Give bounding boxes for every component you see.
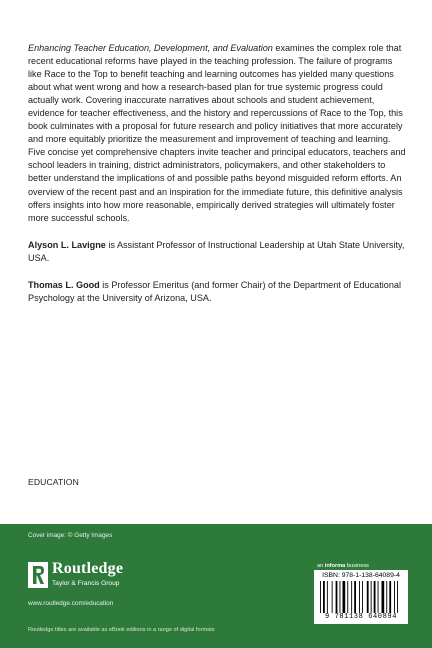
routledge-r-icon: [28, 562, 48, 588]
description-text: examines the complex role that recent educational reforms have played in the teaching profession. The failure of programs like Race to the Top to benefit teaching and learning outcomes has yielded many questions about what went wrong and how a research-based plan for true systemic progress could actually work. Covering inaccurate narratives about schools and student achievement, evidence for teacher effectiveness, and the history and repercussions of Race to the Top, this book culminates with a proposal for future research and policy initiatives that more accurately and more equitably prioritize the measurement and improvement of teaching and learning. Five concise yet comprehensive chapters invite teacher and principal educators, teachers and school leaders in training, district administrators, policymakers, and other stakeholders to better understand the implications of and possible paths beyond misguided reform efforts. An overview of the recent past and an inspiration for the immediate future, this definitive analysis offers insights into how more reasonable, empirically derived strategies will ultimately foster more successful schools.: [28, 43, 406, 223]
author-bio-text: is Assistant Professor of Instructional Leadership at Utah State University, USA.: [28, 239, 405, 263]
isbn-label: ISBN: 978-1-138-64089-4: [322, 572, 400, 579]
subject-category: EDUCATION: [28, 477, 79, 487]
barcode-digits: 9 781138 640894: [324, 613, 397, 621]
book-description: [28, 42, 406, 225]
author-name: Alyson L. Lavigne: [28, 239, 106, 250]
publisher-logo: [28, 560, 168, 594]
publisher-name: Routledge: [52, 560, 124, 577]
back-cover-text: [28, 42, 406, 319]
barcode: [314, 570, 408, 624]
informa-tagline: an informa business: [317, 563, 369, 569]
author-bio-text: is Professor Emeritus (and former Chair) of the Department of Educational Psychology at the University of Arizona, USA.: [28, 279, 401, 303]
publisher-footer: [0, 524, 432, 648]
author-bio: [28, 279, 406, 305]
barcode-bars: [320, 581, 402, 613]
ebook-note: Routledge titles are available as eBook editions in a range of digital formats: [28, 627, 215, 633]
author-bio: [28, 239, 406, 265]
book-title: Enhancing Teacher Education, Development, and Evaluation: [28, 43, 273, 53]
publisher-group: Taylor & Francis Group: [52, 580, 120, 587]
publisher-url[interactable]: www.routledge.com/education: [28, 600, 114, 607]
cover-credit: Cover image: © Getty Images: [28, 532, 113, 539]
author-name: Thomas L. Good: [28, 279, 100, 290]
